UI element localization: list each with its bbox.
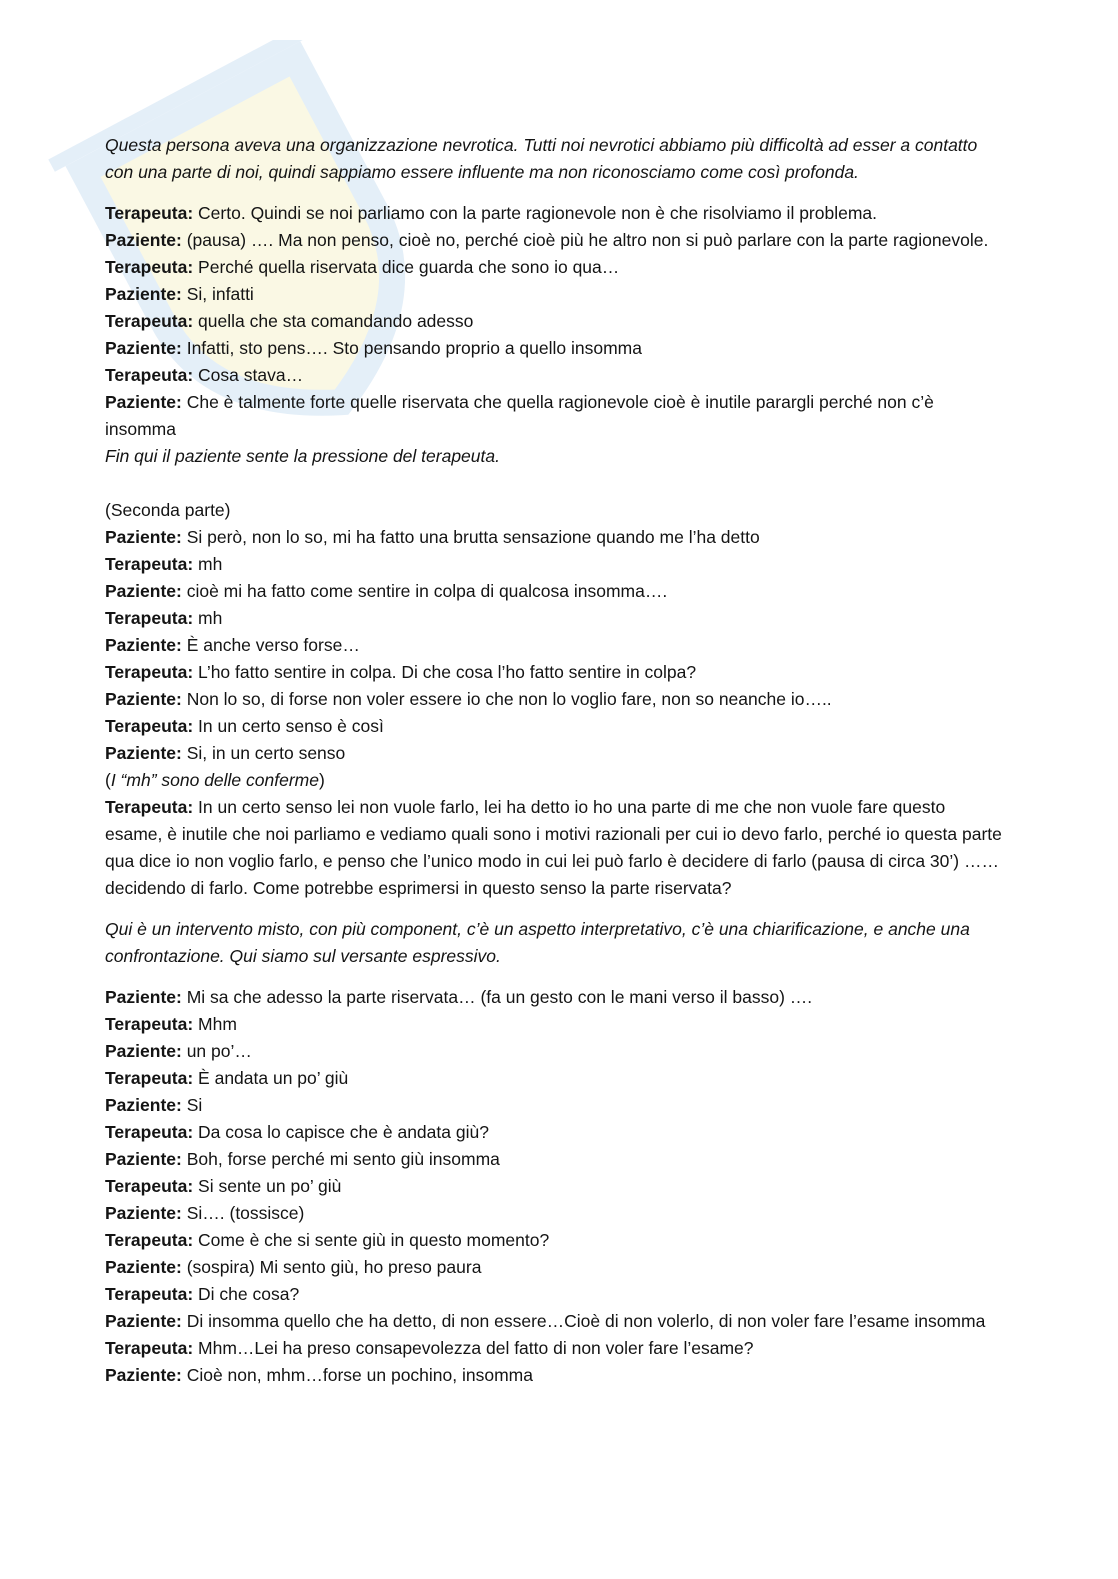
dialogue-section-3 [105,984,1005,1389]
dialogue-line [105,1065,1005,1092]
section-title: (Seconda parte) [105,500,231,520]
dialogue-line [105,984,1005,1011]
utterance-text: Perché quella riservata dice guarda che sono io qua… [198,257,620,277]
intro-paragraph: Questa persona aveva una organizzazione nevrotica. Tutti noi nevrotici abbiamo più difficoltà ad esser a contatto con una parte di noi, quindi sappiamo essere influente ma non riconosciamo come così profonda. [105,135,978,182]
utterance-text: Si sente un po’ giù [198,1176,342,1196]
speaker-label: Paziente: [105,338,182,358]
speaker-label: Terapeuta: [105,1338,194,1358]
commentary-note: Fin qui il paziente sente la pressione del terapeuta. [105,446,500,466]
dialogue-line [105,605,1005,632]
speaker-label: Paziente: [105,1311,182,1331]
speaker-label: Terapeuta: [105,797,194,817]
utterance-text: Si [186,1095,203,1115]
speaker-label: Paziente: [105,1149,182,1169]
utterance-text: Da cosa lo capisce che è andata giù? [198,1122,489,1142]
speaker-label: Terapeuta: [105,1122,194,1142]
utterance-text: mh [198,608,223,628]
utterance-text: Mhm [198,1014,237,1034]
paren-close: ) [318,770,325,790]
dialogue-line [105,362,1005,389]
dialogue-line [105,659,1005,686]
dialogue-line [105,1335,1005,1362]
speaker-label: Terapeuta: [105,1284,194,1304]
speaker-label: Terapeuta: [105,1068,194,1088]
dialogue-line [105,1173,1005,1200]
utterance-text: mh [198,554,223,574]
dialogue-line [105,524,1005,551]
utterance-text: Infatti, sto pens…. Sto pensando proprio a quello insomma [186,338,642,358]
utterance-text: un po’… [186,1041,252,1061]
dialogue-line [105,1227,1005,1254]
dialogue-line [105,389,1005,443]
speaker-label: Terapeuta: [105,203,194,223]
speaker-label: Paziente: [105,1041,182,1061]
speaker-label: Paziente: [105,581,182,601]
dialogue-line [105,578,1005,605]
speaker-label: Terapeuta: [105,365,194,385]
speaker-label: Terapeuta: [105,311,194,331]
utterance-text: Si, in un certo senso [186,743,346,763]
utterance-text: L’ho fatto sentire in colpa. Di che cosa l’ho fatto sentire in colpa? [198,662,697,682]
utterance-text: Di che cosa? [198,1284,300,1304]
dialogue-line [105,200,1005,227]
commentary-note [105,767,1005,794]
dialogue-line [105,1362,1005,1389]
dialogue-section-2 [105,497,1005,902]
commentary-paragraph: Qui è un intervento misto, con più component, c’è un aspetto interpretativo, c’è una chiarificazione, e anche una confrontazione. Qui siamo sul versante espressivo. [105,919,970,966]
utterance-text: Mi sa che adesso la parte riservata… (fa un gesto con le mani verso il basso) …. [186,987,813,1007]
dialogue-line [105,1119,1005,1146]
dialogue-line [105,227,1005,254]
dialogue-line [105,1281,1005,1308]
dialogue-line [105,1200,1005,1227]
document-page [105,132,1005,1389]
speaker-label: Paziente: [105,1257,182,1277]
utterance-text: quella che sta comandando adesso [198,311,474,331]
utterance-text: Cosa stava… [198,365,304,385]
dialogue-line [105,308,1005,335]
speaker-label: Terapeuta: [105,608,194,628]
speaker-label: Terapeuta: [105,257,194,277]
dialogue-line [105,686,1005,713]
dialogue-line [105,794,1005,902]
dialogue-line [105,281,1005,308]
blank-line [105,470,1005,497]
dialogue-line [105,1254,1005,1281]
utterance-text: (sospira) Mi sento giù, ho preso paura [186,1257,482,1277]
utterance-text: In un certo senso lei non vuole farlo, lei ha detto io ho una parte di me che non vuole fare questo esame, è inutile che noi parliamo e vediamo quali sono i motivi razionali per cui io devo farlo, perché io questa parte qua dice io non voglio farlo, e penso che l’unico modo in cui lei può farlo è decidere di farlo (pausa di circa 30’) ……decidendo di farlo. Come potrebbe esprimersi in questo senso la parte riservata? [105,797,1002,898]
paren-open: ( [105,770,111,790]
utterance-text: È andata un po’ giù [198,1068,349,1088]
utterance-text: (pausa) …. Ma non penso, cioè no, perché cioè più he altro non si può parlare con la parte ragionevole. [186,230,989,250]
utterance-text: Cioè non, mhm…forse un pochino, insomma [186,1365,533,1385]
utterance-text: Certo. Quindi se noi parliamo con la parte ragionevole non è che risolviamo il problema. [198,203,878,223]
utterance-text: Boh, forse perché mi sento giù insomma [186,1149,500,1169]
speaker-label: Terapeuta: [105,716,194,736]
dialogue-section-1 [105,200,1005,470]
speaker-label: Terapeuta: [105,1014,194,1034]
utterance-text: Si, infatti [186,284,254,304]
dialogue-line [105,1038,1005,1065]
utterance-text: In un certo senso è così [198,716,384,736]
dialogue-line [105,551,1005,578]
utterance-text: Non lo so, di forse non voler essere io che non lo voglio fare, non so neanche io….. [186,689,832,709]
utterance-text: È anche verso forse… [186,635,360,655]
dialogue-line [105,1308,1005,1335]
speaker-label: Paziente: [105,743,182,763]
speaker-label: Paziente: [105,527,182,547]
dialogue-line [105,1146,1005,1173]
speaker-label: Paziente: [105,689,182,709]
speaker-label: Paziente: [105,1365,182,1385]
speaker-label: Paziente: [105,987,182,1007]
dialogue-line [105,335,1005,362]
utterance-text: Come è che si sente giù in questo momento? [198,1230,550,1250]
speaker-label: Terapeuta: [105,1230,194,1250]
speaker-label: Terapeuta: [105,554,194,574]
speaker-label: Paziente: [105,635,182,655]
dialogue-line [105,1011,1005,1038]
utterance-text: Di insomma quello che ha detto, di non essere…Cioè di non volerlo, di non voler fare l’esame insomma [186,1311,986,1331]
speaker-label: Terapeuta: [105,1176,194,1196]
dialogue-line [105,254,1005,281]
utterance-text: Si però, non lo so, mi ha fatto una brutta sensazione quando me l’ha detto [186,527,760,547]
speaker-label: Paziente: [105,230,182,250]
speaker-label: Paziente: [105,392,182,412]
speaker-label: Paziente: [105,1203,182,1223]
dialogue-line [105,1092,1005,1119]
speaker-label: Paziente: [105,1095,182,1115]
utterance-text: Che è talmente forte quelle riservata che quella ragionevole cioè è inutile parargli perché non c’è insomma [105,392,934,439]
note-text: I “mh” sono delle conferme [110,770,319,790]
dialogue-line [105,713,1005,740]
utterance-text: Mhm…Lei ha preso consapevolezza del fatto di non voler fare l’esame? [198,1338,754,1358]
dialogue-line [105,740,1005,767]
speaker-label: Terapeuta: [105,662,194,682]
utterance-text: cioè mi ha fatto come sentire in colpa di qualcosa insomma…. [186,581,668,601]
dialogue-line [105,632,1005,659]
utterance-text: Si…. (tossisce) [186,1203,305,1223]
speaker-label: Paziente: [105,284,182,304]
